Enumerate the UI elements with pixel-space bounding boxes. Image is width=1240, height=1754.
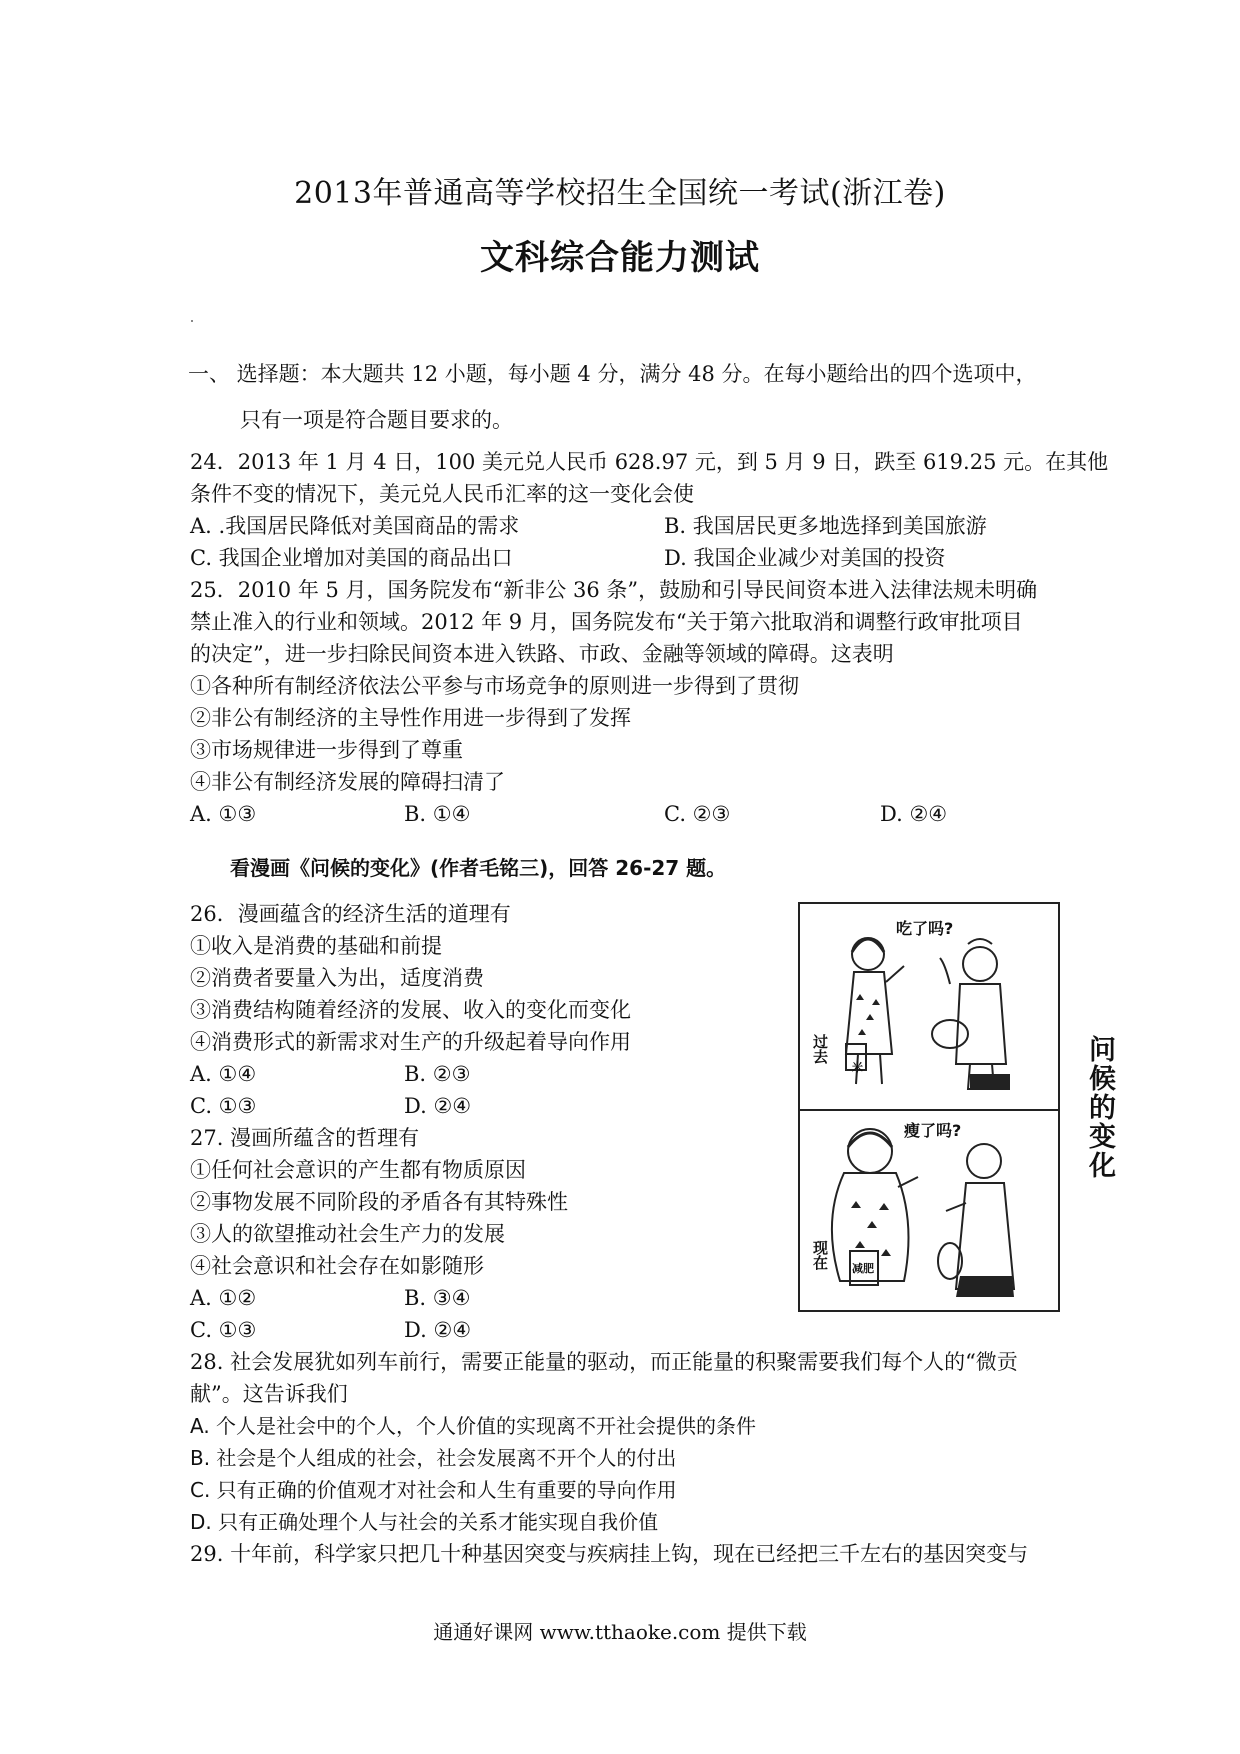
q27-stem: 27. 漫画所蕴含的哲理有 xyxy=(190,1126,420,1150)
q24-option-b: B. 我国居民更多地选择到美国旅游 xyxy=(664,514,987,538)
q27-option-b: B. ③④ xyxy=(404,1286,471,1310)
q25-statement-4: ④非公有制经济发展的障碍扫清了 xyxy=(190,770,505,794)
q25-stem-line1: 25．2010 年 5 月，国务院发布“新非公 36 条”，鼓励和引导民间资本进入法律法规未明确 xyxy=(190,578,1038,602)
q27-statement-2: ②事物发展不同阶段的矛盾各有其特殊性 xyxy=(190,1190,568,1214)
cartoon-side-title: 问候的变化 xyxy=(1084,1035,1115,1180)
q25-stem-line3: 的决定”，进一步扫除民间资本进入铁路、市政、金融等领域的障碍。这表明 xyxy=(190,642,894,666)
q28-stem-line2: 献”。这告诉我们 xyxy=(190,1382,348,1406)
label-past: 过去 xyxy=(811,1034,829,1064)
q25-statement-3: ③市场规律进一步得到了尊重 xyxy=(190,738,463,762)
q27-option-a: A. ①② xyxy=(190,1286,257,1310)
section-instruction-line2: 只有一项是符合题目要求的。 xyxy=(240,408,513,432)
q25-statement-1: ①各种所有制经济依法公平参与市场竞争的原则进一步得到了贯彻 xyxy=(190,674,799,698)
bag-label-present: 减肥 xyxy=(852,1262,874,1275)
q26-statement-3: ③消费结构随着经济的发展、收入的变化而变化 xyxy=(190,998,631,1022)
q24-option-d: D. 我国企业减少对美国的投资 xyxy=(664,546,946,570)
q26-option-a: A. ①④ xyxy=(190,1062,257,1086)
q27-statement-1: ①任何社会意识的产生都有物质原因 xyxy=(190,1158,526,1182)
q25-option-c: C. ②③ xyxy=(664,802,731,826)
exam-subtitle: 文科综合能力测试 xyxy=(480,238,760,278)
q28-option-b: B. 社会是个人组成的社会，社会发展离不开个人的付出 xyxy=(190,1446,677,1470)
exam-title: 2013年普通高等学校招生全国统一考试(浙江卷) xyxy=(294,176,946,211)
bag-label-past: 米 xyxy=(852,1061,863,1074)
q25-option-d: D. ②④ xyxy=(880,802,948,826)
cartoon-greeting-changes xyxy=(798,902,1060,1312)
q25-stem-line2: 禁止准入的行业和领域。2012 年 9 月，国务院发布“关于第六批取消和调整行政审批项目 xyxy=(190,610,1023,634)
q28-option-a: A. 个人是社会中的个人，个人价值的实现离不开社会提供的条件 xyxy=(190,1414,757,1438)
q24-option-a: A. .我国居民降低对美国商品的需求 xyxy=(190,514,520,538)
q27-option-c: C. ①③ xyxy=(190,1318,257,1342)
q28-stem-line1: 28. 社会发展犹如列车前行，需要正能量的驱动，而正能量的积聚需要我们每个人的“微贡 xyxy=(190,1350,1018,1374)
q26-option-c: C. ①③ xyxy=(190,1094,257,1118)
q28-option-c: C. 只有正确的价值观才对社会和人生有重要的导向作用 xyxy=(190,1478,677,1502)
q26-statement-1: ①收入是消费的基础和前提 xyxy=(190,934,442,958)
label-present: 现在 xyxy=(811,1240,829,1270)
scan-speck xyxy=(191,320,193,322)
q28-option-d: D. 只有正确处理个人与社会的关系才能实现自我价值 xyxy=(190,1510,659,1534)
q26-option-d: D. ②④ xyxy=(404,1094,472,1118)
q26-statement-2: ②消费者要量入为出，适度消费 xyxy=(190,966,484,990)
q26-stem: 26．漫画蕴含的经济生活的道理有 xyxy=(190,902,511,926)
q26-statement-4: ④消费形式的新需求对生产的升级起着导向作用 xyxy=(190,1030,631,1054)
q27-option-d: D. ②④ xyxy=(404,1318,472,1342)
cartoon-intro: 看漫画《问候的变化》(作者毛铭三)，回答 26-27 题。 xyxy=(230,856,727,880)
q24-stem-line2: 条件不变的情况下，美元兑人民币汇率的这一变化会使 xyxy=(190,482,694,506)
bubble-present: 瘦了吗? xyxy=(904,1121,962,1140)
q24-option-c: C. 我国企业增加对美国的商品出口 xyxy=(190,546,513,570)
q27-statement-3: ③人的欲望推动社会生产力的发展 xyxy=(190,1222,505,1246)
q25-option-a: A. ①③ xyxy=(190,802,257,826)
cartoon-panel-present xyxy=(800,1111,1058,1311)
q26-option-b: B. ②③ xyxy=(404,1062,471,1086)
q27-statement-4: ④社会意识和社会存在如影随形 xyxy=(190,1254,484,1278)
q25-statement-2: ②非公有制经济的主导性作用进一步得到了发挥 xyxy=(190,706,631,730)
section-instruction-line1: 一、 选择题：本大题共 12 小题，每小题 4 分，满分 48 分。在每小题给出的四个选项中， xyxy=(188,362,1037,386)
page-footer: 通通好课网 www.tthaoke.com 提供下载 xyxy=(433,1620,807,1644)
bubble-past: 吃了吗? xyxy=(896,919,954,938)
q24-stem-line1: 24．2013 年 1 月 4 日，100 美元兑人民币 628.97 元，到 5 月 9 日，跌至 619.25 元。在其他 xyxy=(190,450,1109,474)
q29-stem-line1: 29. 十年前，科学家只把几十种基因突变与疾病挂上钩，现在已经把三千左右的基因突变与 xyxy=(190,1542,1029,1566)
q25-option-b: B. ①④ xyxy=(404,802,471,826)
